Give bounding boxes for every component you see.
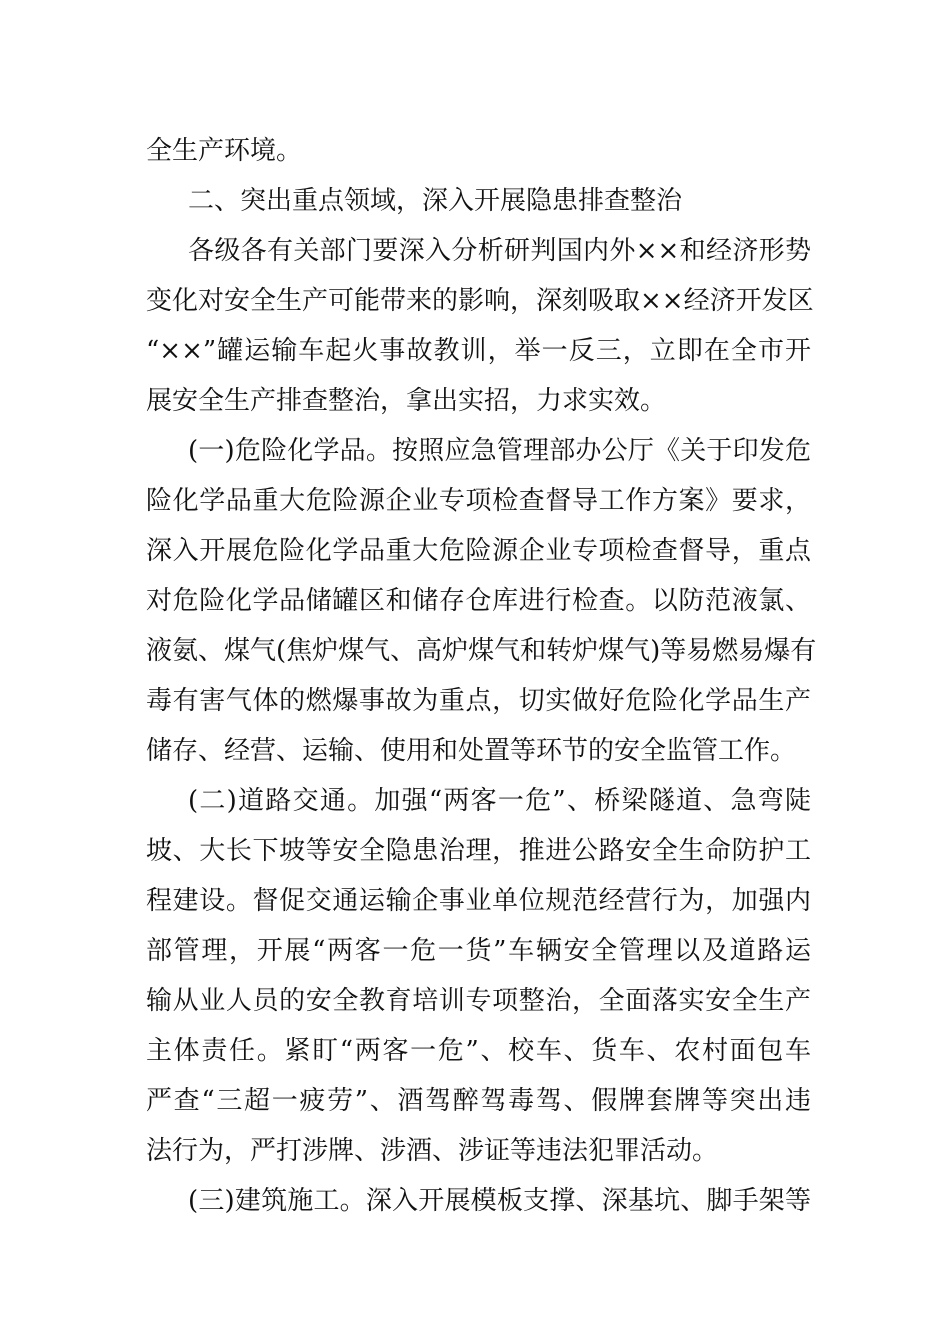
- text-line: 险化学品重大危险源企业专项检查督导工作方案》要求，: [146, 486, 811, 516]
- text-line: 程建设。督促交通运输企事业单位规范经营行为，加强内: [146, 886, 811, 916]
- text-line: 坡、大长下坡等安全隐患治理，推进公路安全生命防护工: [146, 836, 811, 866]
- text-line: 液氨、煤气(焦炉煤气、高炉煤气和转炉煤气)等易燃易爆有: [146, 636, 817, 666]
- text-line: 全生产环境。: [146, 136, 303, 166]
- text-line: “××”罐运输车起火事故教训，举一反三，立即在全市开: [146, 336, 811, 366]
- text-line: (二)道路交通。加强“两客一危”、桥梁隧道、急弯陡: [188, 786, 811, 816]
- text-line: (三)建筑施工。深入开展模板支撑、深基坑、脚手架等: [188, 1186, 811, 1216]
- text-line: 法行为，严打涉牌、涉酒、涉证等违法犯罪活动。: [146, 1136, 719, 1166]
- text-line: 输从业人员的安全教育培训专项整治，全面落实安全生产: [146, 986, 811, 1016]
- section-heading: 二、突出重点领域，深入开展隐患排查整治: [188, 186, 683, 216]
- text-line: 对危险化学品储罐区和储存仓库进行检查。以防范液氯、: [146, 586, 811, 616]
- text-line: 严查“三超一疲劳”、酒驾醉驾毒驾、假牌套牌等突出违: [146, 1086, 811, 1116]
- text-line: (一)危险化学品。按照应急管理部办公厅《关于印发危: [188, 436, 811, 466]
- text-line: 储存、经营、运输、使用和处置等环节的安全监管工作。: [146, 736, 797, 766]
- text-line: 毒有害气体的燃爆事故为重点，切实做好危险化学品生产: [146, 686, 811, 716]
- text-line: 各级各有关部门要深入分析研判国内外××和经济形势: [188, 236, 811, 266]
- text-line: 展安全生产排查整治，拿出实招，力求实效。: [146, 386, 667, 416]
- text-line: 深入开展危险化学品重大危险源企业专项检查督导，重点: [146, 536, 811, 566]
- text-line: 变化对安全生产可能带来的影响，深刻吸取××经济开发区: [146, 286, 814, 316]
- text-line: 主体责任。紧盯“两客一危”、校车、货车、农村面包车: [146, 1036, 811, 1066]
- text-line: 部管理，开展“两客一危一货”车辆安全管理以及道路运: [146, 936, 811, 966]
